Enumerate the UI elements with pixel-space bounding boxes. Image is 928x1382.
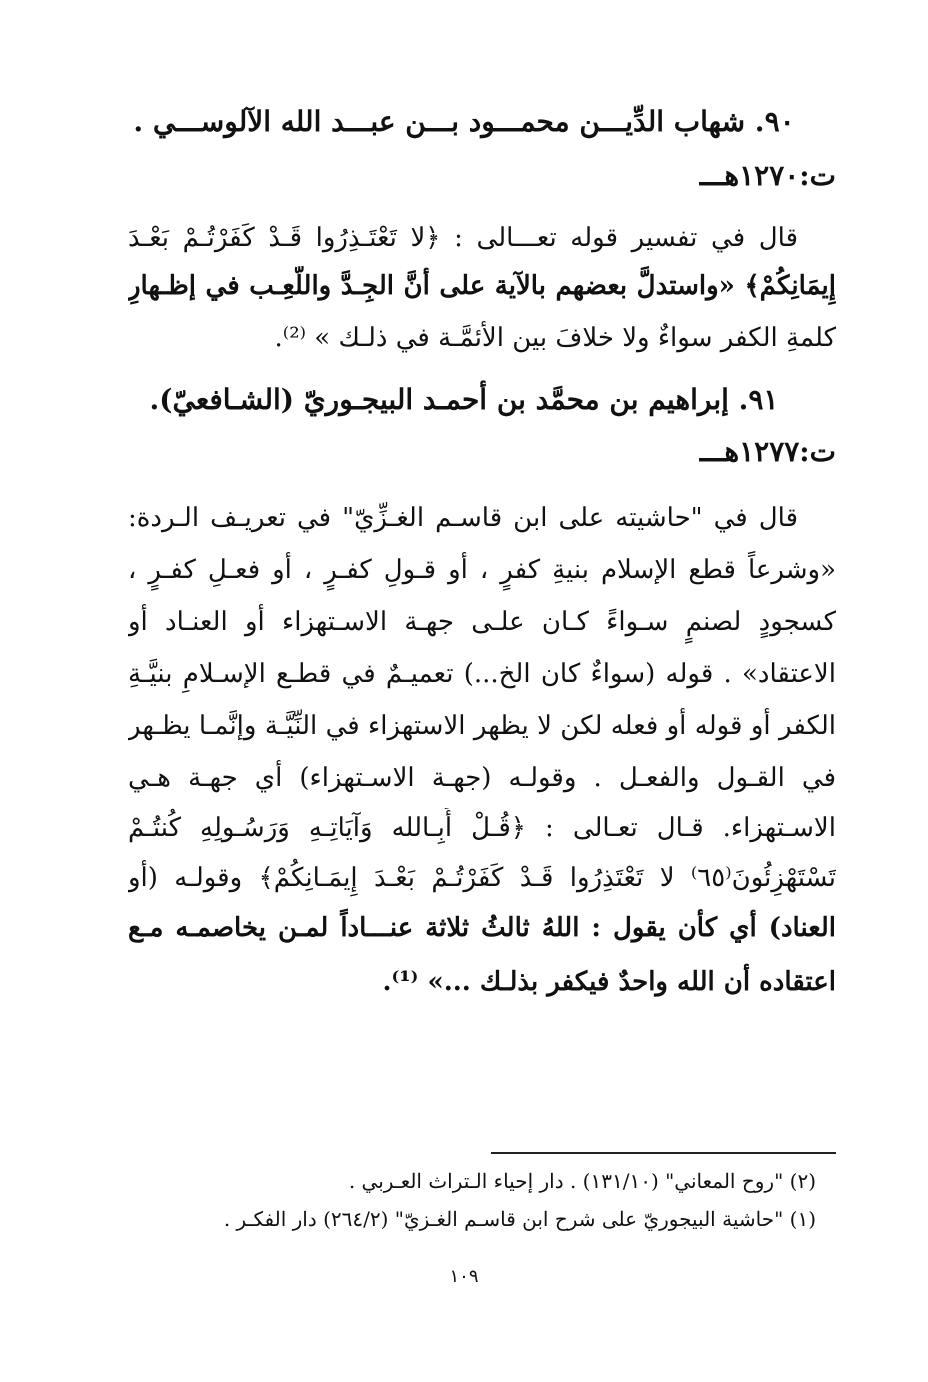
entry-91-text-line: كسجودٍ لصنمٍ سـواءً كـان علـى جهـة الاسـتهزاء أو العنـاد أو <box>128 607 836 637</box>
entry-91-text-line: في القـول والفعـل . وقولـه (جهـة الاسـتهزاء) أي جهـة هـي <box>128 763 836 793</box>
footnote-separator <box>491 1152 836 1154</box>
footnote: (١) "حاشية البيجوريّ على شرح ابن قاسـم الغـزيّ" (٢٦٤/٢) دار الفكـر . <box>223 1207 816 1231</box>
entry-90-text-line: إِيمَانِكُمْ﴾ «واستدلَّ بعضهم بالآية على أنَّ الجِـدَّ واللَّعِـب في إظـهارِ <box>128 271 836 301</box>
entry-91-text-line: الكفر أو قوله أو فعله لكن لا يظهر الاستهزاء في النِّيَّـة وإنَّمـا يظـهر <box>128 711 836 741</box>
entry-90-death-date: ت:١٢٧٠هـــ <box>699 159 836 192</box>
footnote: (٢) "روح المعاني" (١٣١/١٠) . دار إحياء الـتراث العـربي . <box>348 1169 816 1193</box>
entry-91-text-line: قال في "حاشيته على ابن قاسـم الغـزِّيّ" في تعريـف الـردة: <box>128 503 798 533</box>
entry-91-text-line: العناد) أي كأن يقول : اللهُ ثالثُ ثلاثة عنـــاداً لمـن يخاصمـه مـع <box>128 913 836 943</box>
entry-91-text-line: «وشرعاً قطع الإسلام بنيةِ كفرٍ ، أو قـولِ كفـرٍ ، أو فعـلِ كفـرٍ ، <box>128 555 836 585</box>
entry-91-death-date: ت:١٢٧٧هـــ <box>699 435 836 468</box>
entry-90-heading: ٩٠. شهاب الدِّيـــن محمـــود بـــن عبـــد الله الآلوســـي . <box>133 105 795 138</box>
entry-91-heading: ٩١. إبراهيم بن محمَّد بن أحمـد البيجـوريّ (الشـافعيّ). <box>149 383 779 416</box>
entry-91-text-line: تَسْتَهْزِئُونَ⁽٦٥⁾ لا تَعْتَذِرُوا قَـدْ كَفَرْتُـمْ بَعْـدَ إِيمَـانِكُمْ﴾ وقولـه (أو <box>128 863 836 893</box>
entry-91-text-line: الاسـتهزاء. قـال تعـالى : ﴿قُـلْ أَبِـالله وَآيَاتِـهِ وَرَسُـولِهِ كُنتُـمْ <box>128 813 836 843</box>
entry-91-text-line: الاعتقاد» . قوله (سواءٌ كان الخ...) تعميـمٌ في قطـع الإسـلامِ بنيَّـةِ <box>128 659 836 689</box>
entry-90-text-line: كلمةِ الكفر سواءٌ ولا خلافَ بين الأئمَّـة في ذلـك » ⁽²⁾. <box>274 323 836 353</box>
entry-90-text-line: قال في تفسير قوله تعـــالى : ﴿لا تَعْتَـذِرُوا قَـدْ كَفَرْتُـمْ بَعْـدَ <box>128 223 798 253</box>
page-number: ١٠٩ <box>449 1266 479 1287</box>
entry-91-text-line: اعتقاده أن الله واحدٌ فيكفر بذلـك ...» ⁽¹⁾. <box>382 967 836 997</box>
